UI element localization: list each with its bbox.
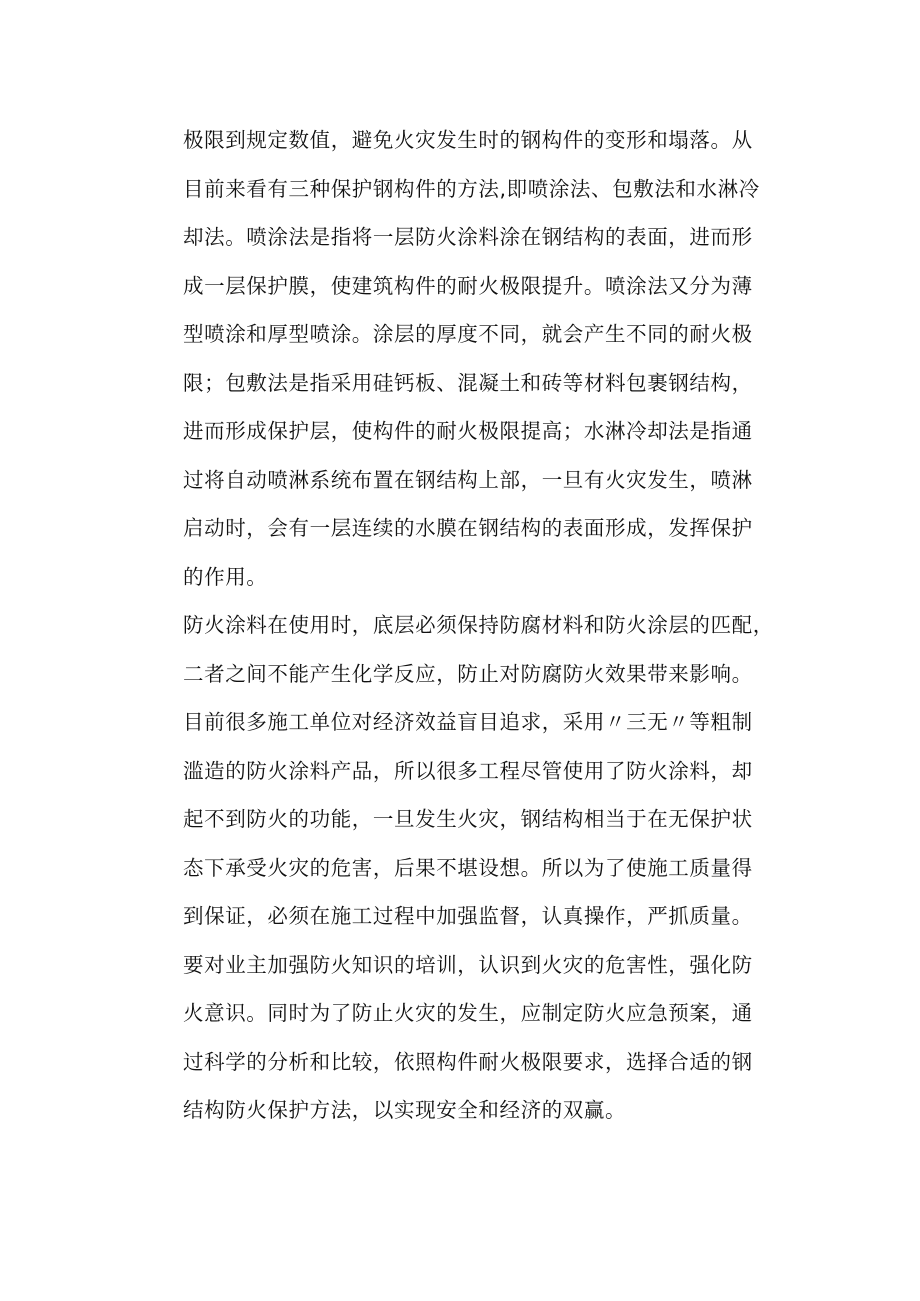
text-line: 的作用。 [183,564,268,589]
text-line: 限；包敷法是指采用硅钙板、混凝土和砖等材料包裹钢结构， [183,370,753,395]
text-line: 启动时，会有一层连续的水膜在钢结构的表面形成，发挥保护 [183,516,753,540]
text-line: 二者之间不能产生化学反应，防止对防腐防火效果带来影响。 [183,661,753,686]
text-line: 到保证，必须在施工过程中加强监督，认真操作，严抓质量。 [183,904,753,928]
text-line: 态下承受火灾的危害，后果不堪设想。所以为了使施工质量得 [183,855,753,880]
text-line: 结构防火保护方法，以实现安全和经济的双赢。 [183,1098,627,1122]
text-line: 极限到规定数值，避免火灾发生时的钢构件的变形和塌落。从 [183,128,753,152]
text-line: 型喷涂和厚型喷涂。涂层的厚度不同，就会产生不同的耐火极 [183,322,753,346]
text-line: 进而形成保护层，使构件的耐火极限提高；水淋冷却法是指通 [183,419,753,443]
text-line: 目前来看有三种保护钢构件的方法,即喷涂法、包敷法和水淋冷 [183,176,760,201]
text-line: 却法。喷涂法是指将一层防火涂料涂在钢结构的表面，进而形 [183,225,753,249]
text-line: 要对业主加强防火知识的培训，认识到火灾的危害性，强化防 [183,952,753,977]
text-line: 过将自动喷淋系统布置在钢结构上部，一旦有火灾发生，喷淋 [183,467,753,492]
text-line: 滥造的防火涂料产品，所以很多工程尽管使用了防火涂料，却 [183,758,753,783]
text-line: 过科学的分析和比较，依照构件耐火极限要求，选择合适的钢 [183,1049,753,1074]
text-line: 防火涂料在使用时，底层必须保持防腐材料和防火涂层的匹配， [183,613,774,637]
text-line: 目前很多施工单位对经济效益盲目追求，采用〃三无〃等粗制 [183,710,753,734]
text-line: 起不到防火的功能，一旦发生火灾，钢结构相当于在无保护状 [183,807,753,831]
body-text [183,122,783,1141]
text-line: 成一层保护膜，使建筑构件的耐火极限提升。喷涂法又分为薄 [183,273,753,298]
text-line: 火意识。同时为了防止火灾的发生，应制定防火应急预案，通 [183,1001,753,1025]
